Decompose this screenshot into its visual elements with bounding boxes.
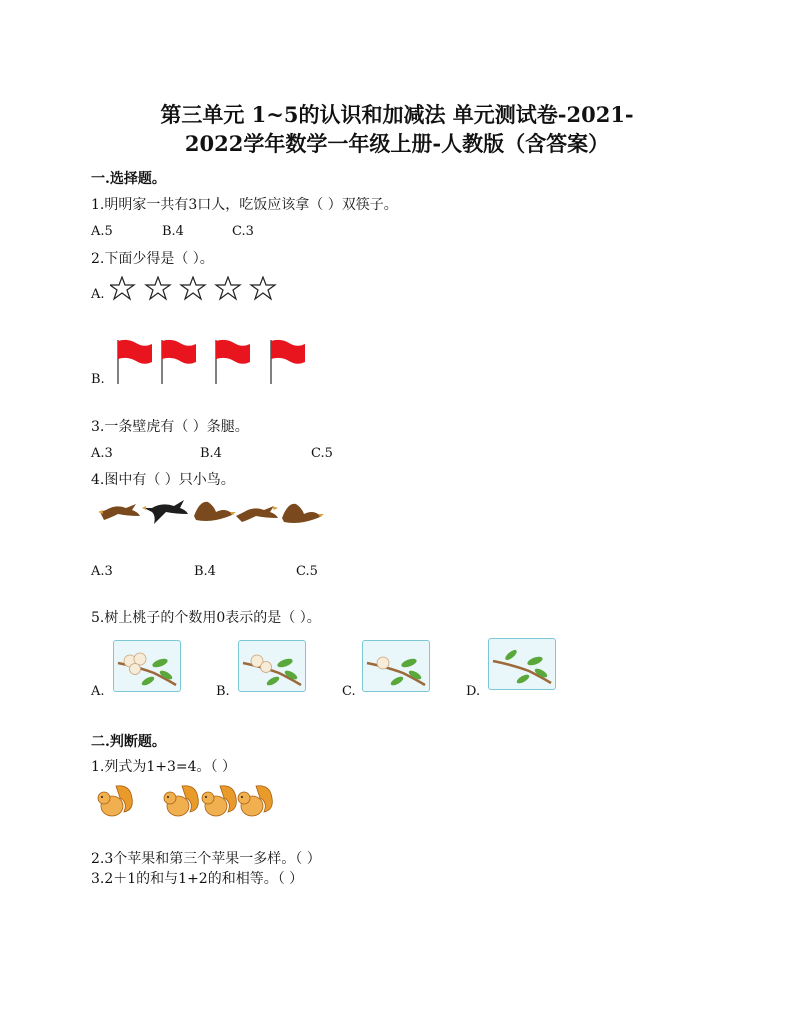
star-icon xyxy=(181,277,205,299)
flag-icon xyxy=(216,340,250,384)
peach-icon xyxy=(377,657,389,669)
bird-icon xyxy=(236,506,278,522)
bird-icon xyxy=(194,502,236,521)
q1-option-c: C.3 xyxy=(232,224,254,239)
q1-option-a: A.5 xyxy=(91,224,113,239)
stars-row xyxy=(110,276,280,302)
peach-branch-image-d xyxy=(488,638,556,690)
star-icon xyxy=(216,277,240,299)
q4-option-c: C.5 xyxy=(296,564,318,579)
flag-icon xyxy=(162,340,196,384)
question-3-text: 3.一条壁虎有（ ）条腿。 xyxy=(91,419,249,435)
flags-row xyxy=(114,338,314,386)
star-icon xyxy=(110,277,134,299)
flag-icon xyxy=(118,340,152,384)
star-icon xyxy=(146,277,170,299)
question-1-text: 1.明明家一共有3口人，吃饭应该拿（ ）双筷子。 xyxy=(91,197,398,213)
peach-branch-image-c xyxy=(362,640,430,692)
q3-option-a: A.3 xyxy=(91,446,113,461)
section-heading-judge: 二.判断题。 xyxy=(91,734,166,750)
q1-option-b: B.4 xyxy=(162,224,184,239)
bird-icon xyxy=(98,504,140,520)
peach-icon xyxy=(130,664,141,675)
bird-icon xyxy=(142,500,188,524)
q2-option-a: A. xyxy=(91,287,105,302)
squirrels-row xyxy=(94,782,276,822)
q4-option-a: A.3 xyxy=(91,564,113,579)
q5-option-c: C. xyxy=(342,684,356,699)
q5-option-d: D. xyxy=(466,684,481,699)
flag-icon xyxy=(271,340,305,384)
birds-row xyxy=(98,494,326,530)
judge-question-1-text: 1.列式为1+3=4。（ ） xyxy=(91,759,236,775)
bird-icon xyxy=(282,504,324,523)
section-heading-choice: 一.选择题。 xyxy=(91,171,166,187)
squirrel-icon xyxy=(238,786,272,816)
title-line-2: 2022学年数学一年级上册-人教版（含答案） xyxy=(184,131,610,156)
star-icon xyxy=(251,277,275,299)
q3-option-c: C.5 xyxy=(311,446,333,461)
q5-option-a: A. xyxy=(91,684,105,699)
squirrel-icon xyxy=(164,786,198,816)
question-2-text: 2.下面少得是（ ）。 xyxy=(91,251,214,267)
question-4-text: 4.图中有（ ）只小鸟。 xyxy=(91,472,235,488)
title-line-1: 第三单元 1~5的认识和加减法 单元测试卷-2021- xyxy=(160,102,634,127)
q4-option-b: B.4 xyxy=(194,564,216,579)
peach-branch-image-a xyxy=(113,640,181,692)
q2-option-b: B. xyxy=(91,372,105,387)
question-5-text: 5.树上桃子的个数用0表示的是（ ）。 xyxy=(91,610,321,626)
peach-branch-image-b xyxy=(238,640,306,692)
judge-question-3-text: 3.2＋1的和与1+2的和相等。（ ） xyxy=(91,871,304,887)
squirrel-icon xyxy=(202,786,236,816)
q5-option-b: B. xyxy=(216,684,230,699)
q3-option-b: B.4 xyxy=(200,446,222,461)
peach-icon xyxy=(261,662,272,673)
squirrel-icon xyxy=(98,786,132,816)
judge-question-2-text: 2.3个苹果和第三个苹果一多样。（ ） xyxy=(91,851,321,867)
document-title xyxy=(100,100,694,158)
